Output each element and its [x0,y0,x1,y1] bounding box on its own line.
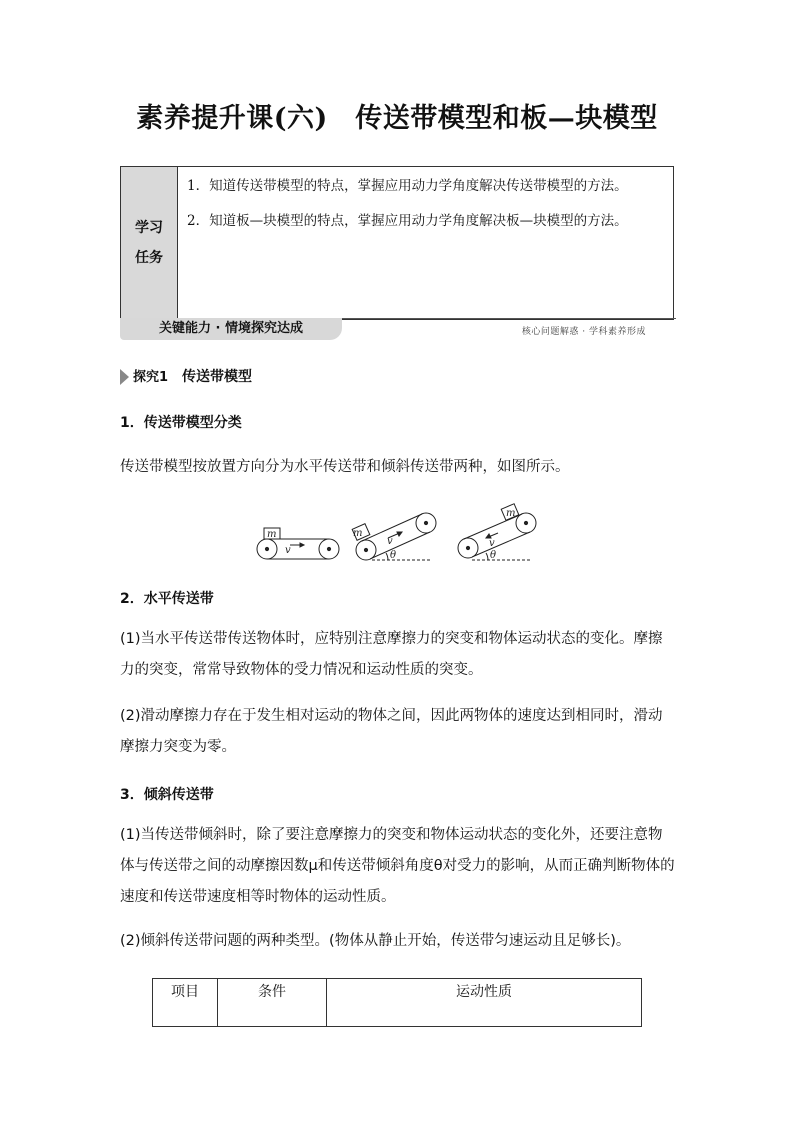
section3-para1: (1)当传送带倾斜时，除了要注意摩擦力的突变和物体运动状态的变化外，还要注意物体与传送带之间的动摩擦因数μ和传送带倾斜角度θ对受力的影响，从而正确判断物体的速度和传送带速度相等时物体的运动性质。 [120,827,675,905]
task-label-line2: 任务 [135,250,163,266]
banner-divider [342,318,676,319]
section3-heading: 3．倾斜传送带 [120,787,214,803]
velocity-label-1: v [285,545,291,556]
explore-tag: 探究1 [133,370,169,385]
section2-para2: (2)滑动摩擦力存在于发生相对运动的物体之间，因此两物体的速度达到相同时，滑动摩擦力突变为零。 [120,708,663,755]
section1-text: 传送带模型按放置方向分为水平传送带和倾斜传送带两种，如图所示。 [120,459,570,475]
task-items [187,169,665,239]
section1-heading: 1．传送带模型分类 [120,415,242,431]
task-label-line1: 学习 [135,220,163,236]
banner-subtitle: 核心问题解惑 · 学科素养形成 [521,327,646,337]
angle-label-2: θ [390,550,397,561]
learning-task-box [120,166,674,320]
table-header-motion: 运动性质 [327,979,642,1027]
table-header-item: 项目 [153,979,218,1027]
explore-name: 传送带模型 [182,369,253,385]
mass-label-1: m [267,529,277,540]
section2-para1: (1)当水平传送带传送物体时，应特别注意摩擦力的突变和物体运动状态的变化。摩擦力的突变，常常导致物体的受力情况和运动性质的突变。 [120,631,663,678]
triangle-marker-icon [120,369,129,385]
velocity-label-3: v [489,538,495,549]
table-header-condition: 条件 [218,979,327,1027]
table-header-row [153,979,642,1027]
section2-heading: 2．水平传送带 [120,591,214,607]
mass-label-3: m [506,508,516,519]
section-banner [120,318,676,344]
page-title: 素养提升课(六) 传送带模型和板—块模型 [136,103,658,134]
mass-label-2: m [353,528,363,539]
section3-para2: (2)倾斜传送带问题的两种类型。(物体从静止开始，传送带匀速运动且足够长)。 [120,933,631,949]
task-item-1: 1．知道传送带模型的特点，掌握应用动力学角度解决传送带模型的方法。 [187,178,628,194]
velocity-label-2: v [387,536,393,547]
banner-title: 关键能力 · 情境探究达成 [120,318,342,340]
conveyor-belt-figure [250,500,550,568]
task-label [121,167,178,319]
angle-label-3: θ [490,550,497,561]
task-item-2: 2．知道板—块模型的特点，掌握应用动力学角度解决板—块模型的方法。 [187,213,628,229]
explore-heading [120,366,252,386]
motion-type-table [152,978,642,1027]
